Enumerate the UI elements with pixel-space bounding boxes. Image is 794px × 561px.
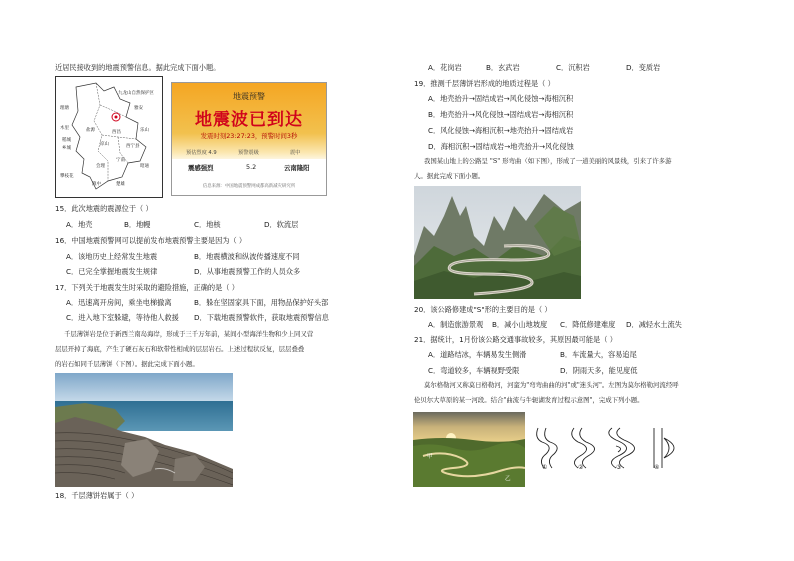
warning-col-value: 震感强烈 [188,164,214,172]
q16-option-b[interactable]: B．地震横波和纵波传播速度不同 [194,252,300,261]
q20-option-b[interactable]: B．减小山地坡度 [492,320,548,329]
q16-option-c[interactable]: C．已完全掌握地震发生规律 [66,267,158,276]
passage-river-line: 伦贝尔大草原的某一河段。结合"曲流与牛轭湖发育过程示意图"，完成下列小题。 [414,396,644,404]
warning-time-line: 发震时刻23:27:23，预警时间3秒 [200,132,298,140]
q19-option-d[interactable]: D．海相沉积→固结成岩→地壳抬升→风化侵蚀 [428,142,574,151]
map-label: 滇中 [92,182,101,187]
map-label: 乐山 [140,128,149,133]
passage-s-road-line: 人。据此完成下面小题。 [414,172,485,180]
q21-stem: 21．据统计，1月份该公路交通事故较多，其原因最可能是（ ） [414,335,617,344]
q16-option-d[interactable]: D．从事地震预警工作的人员众多 [194,267,301,276]
map-label: 理塘 [60,106,69,111]
q20-option-c[interactable]: C．降低修建难度 [560,320,616,329]
q15-option-a[interactable]: A．地壳 [66,220,93,229]
q18-stem: 18．千层薄饼岩属于（ ） [55,491,139,500]
passage-pancake-rocks-line: 千层薄饼岩是位于新西兰南岛海岸，形成于三千万年前，某间小型海洋生物和少上同又营 [64,330,314,338]
q17-option-d[interactable]: D．下载地震预警软件，获取地震预警信息 [194,313,329,322]
warning-col-value: 5.2 [246,163,257,171]
map-label: 木里 [60,126,69,131]
q21-option-a[interactable]: A．道路结冰，车辆易发生侧滑 [428,350,527,359]
river-point-yi: 乙 [505,476,511,482]
warning-col-header: 预警震级 [238,150,259,156]
earthquake-region-map [55,76,163,198]
map-label: 昭通 [140,164,149,169]
stage-label-2: ② [578,464,584,471]
map-label: 攀枝花 [60,174,74,179]
pancake-rocks-photo [55,373,233,487]
q18-option-b[interactable]: B．玄武岩 [486,63,520,72]
q16-option-a[interactable]: A．该地历史上经常发生地震 [66,252,158,261]
q20-option-a[interactable]: A．制造旅游景观 [428,320,484,329]
map-label: 九龙山自然保护区 [118,91,154,96]
q15-option-b[interactable]: B．地幔 [124,220,151,229]
passage-s-road-line: 我国某山地上的公路呈 "S" 形弯曲（如下图），形成了一道美丽的风景线，引来了许多游 [424,157,672,165]
q19-option-c[interactable]: C．风化侵蚀→海相沉积→地壳抬升→固结成岩 [428,126,574,135]
stage-label-1: ① [542,464,548,471]
map-label: 乡城 [62,146,71,151]
q18-option-c[interactable]: C．沉积岩 [556,63,590,72]
q20-stem: 20．该公路修建成"S"形的主要目的是（ ） [414,305,552,314]
meandering-river-photo [413,412,525,487]
q21-option-d[interactable]: D．阴雨天多，能见度低 [560,366,638,375]
oxbow-lake-diagram [532,424,692,474]
warning-title: 地震预警 [233,92,265,101]
stage-label-3: ③ [616,464,622,471]
q18-option-a[interactable]: A．花岗岩 [428,63,462,72]
q17-option-c[interactable]: C．进入地下室躲避，等待他人救援 [66,313,179,322]
warning-col-header: 预估烈度 4.9 [186,150,217,156]
q18-option-d[interactable]: D．变质岩 [626,63,661,72]
map-label: 雅安 [134,106,143,111]
warning-col-header: 震中 [290,150,301,156]
q15-stem: 15．此次地震的震源位于（ ） [55,204,153,213]
earthquake-warning-panel [171,82,327,196]
q15-option-d[interactable]: D．软流层 [264,220,299,229]
map-label: 楚雄 [116,182,125,187]
map-label: 西宁县 [126,144,140,149]
map-label: 西昌 [112,130,121,135]
map-label: 盐源 [86,128,95,133]
river-point-jia: 甲 [427,454,433,460]
q19-option-a[interactable]: A．地壳抬升→固结成岩→风化侵蚀→海相沉积 [428,94,574,103]
map-label: 凉山 [100,142,109,147]
q15-option-c[interactable]: C．地核 [194,220,221,229]
warning-footer: 信息来源：中国地震预警网成都高新减灾研究所 [202,184,296,189]
q17-stem: 17．下列关于地震发生时采取的避险措施，正确的是（ ） [55,283,239,292]
passage-pancake-rocks-line: 层层开掉了海底，产生了硬石灰石和软带性相成的层层岩石。上述过程状反复，层层叠叠 [55,345,305,353]
passage-pancake-rocks-line: 的岩石如同千层薄饼（下图）。据此完成下面小题。 [55,360,199,368]
map-label: 会理 [96,164,105,169]
q19-stem: 19．推测千层薄饼岩形成的地质过程是（ ） [414,79,555,88]
q16-stem: 16．中国地震预警网可以提前发布地震预警主要是因为（ ） [55,236,247,245]
passage-river-line: 莫尔格勒河又称莫日格勒河，河蛮为"弯弯曲曲的河"或"迷头河"。左图为莫尔格勒河流经呼 [424,381,679,389]
map-label: 宁南 [116,158,125,163]
map-label: 稻城 [62,138,71,143]
q20-option-d[interactable]: D．减轻水土流失 [626,320,682,329]
s-shaped-road-photo [414,186,581,299]
stage-label-4: ④ [654,464,660,471]
q19-option-b[interactable]: B．地壳抬升→风化侵蚀→固结成岩→海相沉积 [428,110,574,119]
q21-option-c[interactable]: C．弯道较多，车辆视野受限 [428,366,520,375]
q17-option-a[interactable]: A．迅速离开房间，乘坐电梯撤离 [66,298,172,307]
warning-col-value: 云南隆阳 [284,164,310,172]
warning-headline: 地震波已到达 [195,110,303,130]
q17-option-b[interactable]: B．躲在坚固家具下面，用物品保护好头部 [194,298,329,307]
intro-line: 近居民接收到的地震预警信息。据此完成下面小题。 [55,63,221,72]
q21-option-b[interactable]: B．车流量大，容易追尾 [560,350,637,359]
